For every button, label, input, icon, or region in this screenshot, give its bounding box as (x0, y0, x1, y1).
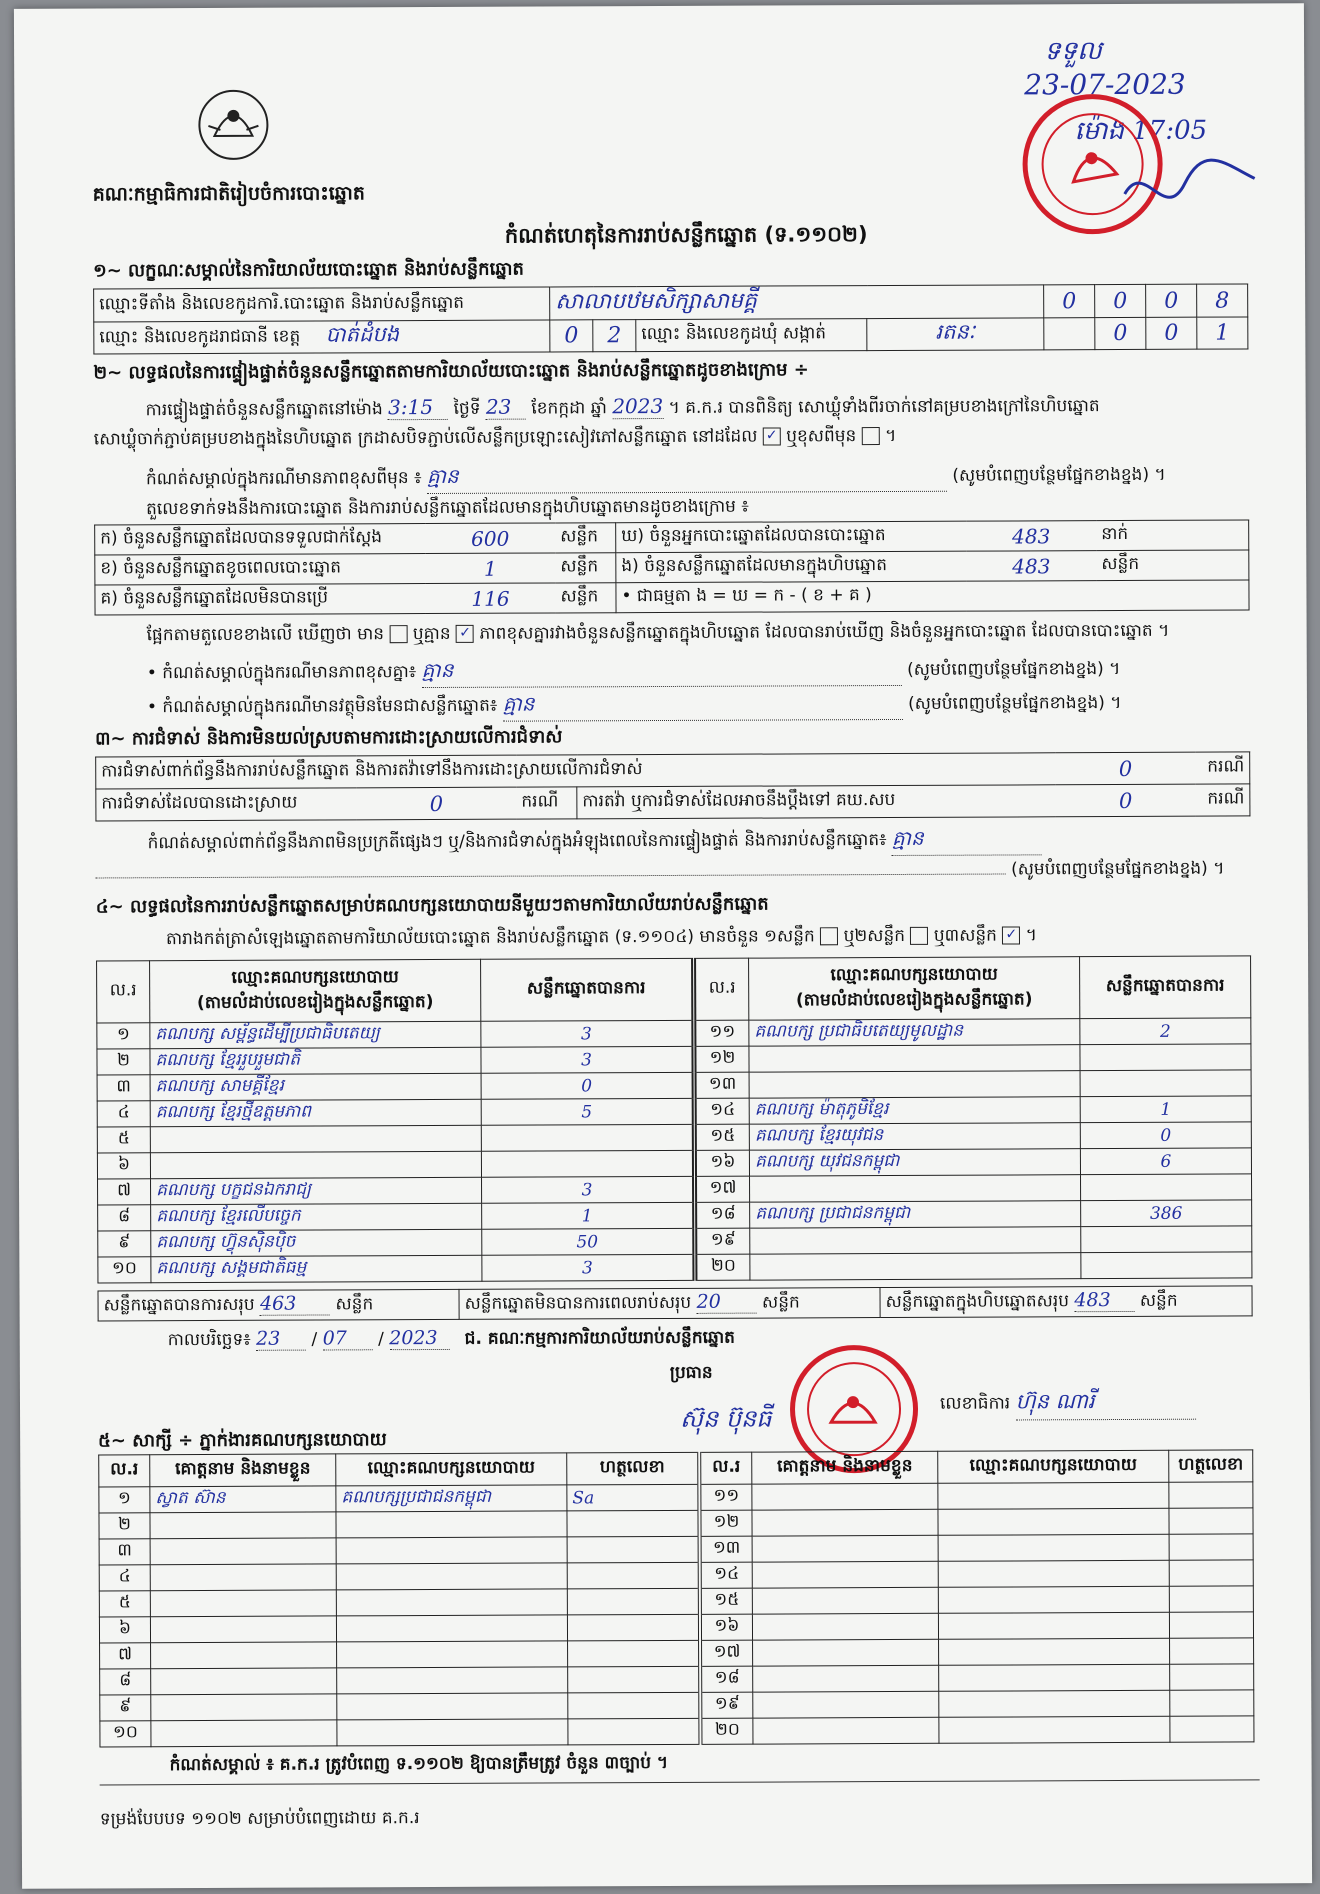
witness-sign-left (567, 1510, 700, 1537)
party-row (98, 1252, 1252, 1283)
count-row-d-unit: នាក់ (1096, 520, 1249, 551)
witness-no-left: ៨ (100, 1669, 151, 1695)
witness-no-right: ១២ (699, 1510, 752, 1536)
party-no-left: ៨ (98, 1205, 151, 1231)
witness-col-no-right: ល.រ (699, 1452, 752, 1484)
form-reference: ទម្រង់បែបបទ ១១០២ សម្រាប់បំពេញដោយ គ.ក.រ (99, 1808, 420, 1830)
section1-heading: ១~ លក្ខណៈសម្គាល់នៃការិយាល័យបោះឆ្នោត និងរាប់សន្លឹកឆ្នោត (93, 258, 524, 282)
totals-table (97, 1285, 1252, 1321)
party-name-right (749, 1071, 1080, 1098)
count-row-d-value: 483 (966, 521, 1096, 552)
party-votes-left: 3 (482, 1254, 695, 1281)
party-name-right: គណបក្ស ប្រជាជនកម្ពុជា (750, 1201, 1081, 1228)
witness-col-no-left: ល.រ (99, 1455, 150, 1487)
foreign-object-note-line: • កំណត់សម្គាល់ក្នុងករណីមានវត្ថុមិនមែនជាសន្លឹកឆ្នោត៖ គ្មាន (សូមបំពេញបន្ថែមផ្នែកខាងខ្នង) ។ (147, 687, 1257, 723)
chair-signature: ស៊ុន ប៊ុនធី (680, 1404, 772, 1433)
witness-name-left (151, 1642, 337, 1669)
witness-party-right (938, 1508, 1169, 1535)
official-signature-top (1115, 153, 1265, 224)
emblem-icon (194, 86, 272, 164)
province-code-2: 2 (593, 320, 636, 352)
objection-r2b-label: ការតវ៉ា ឬការជំទាស់ដែលអាចនឹងប្តឹងទៅ គឃ.សប (577, 785, 1056, 819)
party-votes-right (1080, 1044, 1251, 1071)
party-votes-right: 6 (1080, 1148, 1251, 1175)
objection-r2-label: ការជំទាស់ដែលបានដោះស្រាយ (96, 788, 357, 821)
party-votes-right: 0 (1080, 1122, 1251, 1149)
witness-no-right: ២០ (700, 1718, 753, 1744)
witness-party-right (938, 1560, 1169, 1587)
count-row-a-unit: សន្លឹក (555, 523, 616, 553)
invalid-total: សន្លឹកឆ្នោតមិនបានការពេលរាប់សរុប 20 សន្លឹក (459, 1288, 880, 1320)
count-row-c-unit: សន្លឹក (555, 583, 616, 613)
party-votes-right: 386 (1081, 1200, 1252, 1227)
party-name-left: គណបក្ស សម្ព័ន្ធដើម្បីប្រជាធិបតេយ្យ (150, 1021, 481, 1048)
party-no-left: ១០ (98, 1257, 151, 1283)
witness-name-left (151, 1668, 337, 1695)
station-label: ឈ្មោះទីតាំង និងលេខកូដការិ.បោះឆ្នោត និងរាប់សន្លឹកឆ្នោត (94, 287, 550, 322)
witness-party-right (938, 1482, 1169, 1509)
col-votes-right: សន្លឹកឆ្នោតបានការ (1080, 956, 1251, 1019)
witness-name-right (752, 1561, 938, 1588)
party-name-right (750, 1227, 1081, 1254)
tally-sheet-line: តារាងកត់ត្រាសំឡេងឆ្នោតតាមការិយាល័យបោះឆ្នោត និងរាប់សន្លឹកឆ្នោត (ទ.១១០៤) មានចំនួន ១សន្លឹក ឬ២សន្លឹក ឬ៣សន្លឹក ✓ ។ (165, 925, 1038, 950)
party-no-left: ២ (97, 1049, 150, 1075)
witness-party-right (938, 1534, 1169, 1561)
party-no-right: ១៥ (694, 1124, 749, 1150)
witness-sign-right (1170, 1638, 1254, 1664)
witness-name-left: ស្វាត ស៊ាន (150, 1486, 336, 1513)
has-difference-checkbox[interactable] (389, 625, 407, 643)
difference-note-line: កំណត់សម្គាល់ក្នុងករណីមានភាពខុសពីមុន ៖ គ្មាន (សូមបំពេញបន្ថែមផ្នែកខាងខ្នង) ។ (146, 459, 1256, 495)
witness-no-right: ១៦ (700, 1614, 753, 1640)
party-name-left: គណបក្ស ខ្មែរថ្មីឧត្តមភាព (150, 1099, 481, 1126)
formula-note: • ជាធម្មតា ង = ឃ = ក - ( ខ + គ ) (616, 580, 1249, 613)
witness-name-left (150, 1512, 336, 1539)
col-no-right: ល.រ (694, 958, 749, 1020)
witness-col-sign-left: ហត្ថលេខា (567, 1452, 700, 1485)
count-row-c-label: គ) ចំនួនសន្លឹកឆ្នោតដែលមិនបានប្រើ (95, 584, 426, 615)
witness-no-left: ២ (99, 1513, 150, 1539)
party-no-right: ១២ (694, 1046, 749, 1072)
party-name-left: គណបក្ស ហ៊្វុនស៊ិនប៉ិច (151, 1229, 482, 1256)
witness-no-left: ៥ (99, 1591, 150, 1617)
province-label: ឈ្មោះ និងលេខកូដរាជធានី ខេត្ត បាត់ដំបង (94, 320, 550, 354)
witness-sign-left (567, 1614, 700, 1641)
witness-party-left (336, 1537, 567, 1564)
party-votes-left: 3 (482, 1176, 695, 1203)
party-name-left (150, 1125, 481, 1152)
party-name-left: គណបក្ស ខ្មែររួបរួមជាតិ (150, 1047, 481, 1074)
party-no-right: ១៤ (694, 1098, 749, 1124)
received-time: ម៉ោង 17:05 (1074, 115, 1208, 147)
col-party-left: ឈ្មោះគណបក្សនយោបាយ (តាមលំដាប់លេខរៀងក្នុងសន្លឹកឆ្នោត) (150, 959, 481, 1022)
witness-name-left (151, 1694, 337, 1721)
party-name-right (750, 1175, 1081, 1202)
party-no-right: ១១ (694, 1020, 749, 1046)
count-row-c-value: 116 (425, 583, 555, 614)
witness-sign-left (567, 1536, 700, 1563)
irregularity-note-line-2: (សូមបំពេញបន្ថែមផ្នែកខាងខ្នង) ។ (96, 857, 1256, 887)
irregularity-note-line: កំណត់សម្គាល់ពាក់ព័ន្ធនឹងភាពមិនប្រក្រតីផ្សេងៗ ឬ/និងការជំទាស់ក្នុងអំឡុងពេលនៃការផ្ទៀងផ្ទាត់ និងការរាប់សន្លឹកឆ្នោត៖ គ្មាន (147, 823, 1257, 859)
chair-label: ប្រធាន (669, 1362, 713, 1383)
received-date: 23-07-2023 (1024, 67, 1186, 102)
commune-code-3: 1 (1197, 317, 1248, 349)
witness-party-left (337, 1719, 568, 1746)
party-votes-right: 1 (1080, 1096, 1251, 1123)
col-votes-left: សន្លឹកឆ្នោតបានការ (481, 958, 694, 1021)
witness-no-left: ៩ (100, 1695, 151, 1721)
count-row-e-unit: សន្លឹក (1096, 550, 1249, 581)
objection-r2b-unit: ករណី (1196, 784, 1250, 816)
witness-no-right: ១៣ (700, 1536, 753, 1562)
commune-value: រតនៈ (867, 318, 1044, 351)
party-votes-right (1081, 1252, 1252, 1279)
witness-name-left (150, 1590, 336, 1617)
seal-emblem-icon-bottom (825, 1380, 881, 1436)
party-name-left: គណបក្ស សង្គមជាតិធម្ម (151, 1255, 482, 1282)
party-no-right: ១៣ (694, 1072, 749, 1098)
party-name-right (749, 1045, 1080, 1072)
party-no-left: ៦ (97, 1153, 150, 1179)
witness-sign-right (1169, 1612, 1253, 1638)
witness-col-party-left: ឈ្មោះគណបក្សនយោបាយ (336, 1453, 567, 1486)
party-name-left: គណបក្ស បក្ខជនឯករាជ្យ (151, 1177, 482, 1204)
witness-party-right (938, 1586, 1169, 1613)
witness-name-right (753, 1665, 939, 1692)
witness-no-left: ១ (99, 1487, 150, 1513)
witness-party-left (336, 1589, 567, 1616)
witness-row (100, 1716, 1254, 1747)
witness-sign-left: Sa (567, 1484, 700, 1511)
same-checkbox[interactable]: ✓ (763, 427, 781, 445)
witness-name-left (150, 1564, 336, 1591)
party-name-right: គណបក្ស យុវជនកម្ពុជា (749, 1149, 1080, 1176)
party-votes-left: 3 (481, 1020, 694, 1047)
party-votes-right (1081, 1226, 1252, 1253)
witness-party-left (337, 1693, 568, 1720)
count-table (94, 519, 1249, 615)
witness-party-left (336, 1615, 567, 1642)
witness-no-right: ១៩ (700, 1692, 753, 1718)
witness-name-right (753, 1691, 939, 1718)
witness-no-left: ១០ (100, 1721, 151, 1747)
witness-no-right: ១៤ (700, 1562, 753, 1588)
witness-name-right (752, 1483, 938, 1510)
section5-heading: ៥~ សាក្សី ÷ ភ្នាក់ងារគណបក្សនយោបាយ (98, 1429, 387, 1452)
witness-party-left (336, 1563, 567, 1590)
party-no-left: ៥ (97, 1127, 150, 1153)
party-votes-left (481, 1150, 694, 1177)
objection-r1-value: 0 (1055, 752, 1195, 785)
party-name-left (150, 1151, 481, 1178)
party-no-left: ៩ (98, 1231, 151, 1257)
objection-r2-unit: ករណី (516, 787, 577, 819)
col-party-right: ឈ្មោះគណបក្សនយោបាយ (តាមលំដាប់លេខរៀងក្នុងសន្លឹកឆ្នោត) (749, 957, 1080, 1020)
witness-party-left (337, 1641, 568, 1668)
witness-col-name-right: គោត្តនាម និងនាមខ្លួន (752, 1451, 938, 1484)
party-no-left: ៣ (97, 1075, 150, 1101)
one-sheet-checkbox[interactable] (820, 927, 838, 945)
received-note: ទទួល (1044, 36, 1102, 67)
witness-no-right: ១១ (699, 1484, 752, 1510)
form-title: កំណត់ហេតុនៃការរាប់សន្លឹកឆ្នោត (ទ.១១០២) (504, 222, 868, 248)
station-code-1: 0 (1044, 285, 1095, 318)
witness-col-party-right: ឈ្មោះគណបក្សនយោបាយ (938, 1450, 1169, 1483)
witness-col-sign-right: ហត្ថលេខា (1169, 1450, 1253, 1482)
witness-name-right (752, 1535, 938, 1562)
party-name-right: គណបក្ស ខ្មែរយុវជន (749, 1123, 1080, 1150)
province-code-1: 0 (550, 320, 593, 352)
verification-line-1: ការផ្ទៀងផ្ទាត់ចំនួនសន្លឹកឆ្នោតនៅម៉ោង 3:15 ថ្ងៃទី 23 ខែកក្កដា ឆ្នាំ 2023 ។ គ.ក.រ បានពិនិត្យ សោឃ្លុំទាំងពីរចាក់នៅគម្របខាងក្រៅនៃហិបឆ្នោត (145, 393, 1100, 421)
objection-r1-label: ការជំទាស់ពាក់ព័ន្ធនឹងការរាប់សន្លឹកឆ្នោត និងការតវ៉ាទៅនឹងការដោះស្រាយលើការជំទាស់ (96, 753, 1056, 789)
three-sheet-checkbox[interactable]: ✓ (1002, 926, 1020, 944)
witness-sign-left (568, 1718, 701, 1745)
witness-party-right (939, 1638, 1170, 1665)
witness-party-right (939, 1716, 1170, 1743)
witness-col-name-left: គោត្តនាម និងនាមខ្លួន (150, 1454, 336, 1487)
witness-table (98, 1449, 1254, 1747)
witness-sign-right (1170, 1690, 1254, 1716)
no-difference-checkbox[interactable]: ✓ (456, 625, 474, 643)
witness-sign-left (568, 1692, 701, 1719)
party-votes-left (481, 1124, 694, 1151)
count-row-a-label: ក) ចំនួនសន្លឹកឆ្នោតដែលបានទទួលជាក់ស្តែង (95, 524, 426, 555)
witness-no-right: ១៥ (700, 1588, 753, 1614)
count-row-b-label: ខ) ចំនួនសន្លឹកឆ្នោតខូចពេលបោះឆ្នោត (95, 554, 426, 585)
ballot-box-total: សន្លឹកឆ្នោតក្នុងហិបឆ្នោតសរុប 483 សន្លឹក (880, 1286, 1252, 1318)
diff-note-line: • កំណត់សម្គាល់ក្នុងករណីមានភាពខុសគ្នា៖ គ្មាន (សូមបំពេញបន្ថែមផ្នែកខាងខ្នង) ។ (147, 653, 1257, 689)
witness-party-left (337, 1667, 568, 1694)
party-no-right: ២០ (695, 1254, 750, 1280)
witness-sign-left (567, 1562, 700, 1589)
witness-no-left: ៧ (100, 1643, 151, 1669)
witness-sign-right (1169, 1586, 1253, 1612)
witness-no-left: ៦ (99, 1617, 150, 1643)
station-value: សាលាបឋមសិក្សាសាមគ្គី (550, 285, 1044, 320)
witness-sign-left (568, 1666, 701, 1693)
objection-r1-unit: ករណី (1195, 752, 1249, 784)
witness-name-right (753, 1717, 939, 1744)
party-votes-left: 0 (481, 1072, 694, 1099)
party-name-left: គណបក្ស សាមគ្គីខ្មែរ (150, 1073, 481, 1100)
commune-code-1: 0 (1095, 317, 1146, 349)
station-code-2: 0 (1095, 284, 1146, 317)
witness-sign-left (567, 1588, 700, 1615)
party-name-right (750, 1253, 1081, 1280)
witness-party-left (336, 1511, 567, 1538)
verification-line-2: សោឃ្លុំចាក់ភ្ជាប់គម្របខាងក្នុងនៃហិបឆ្នោត ក្រដាសបិទភ្ជាប់លើសន្លឹកប្រឡោះសៀវភៅសន្លឹកឆ្នោត នៅដដែល ✓ ឬខុសពីមុន ។ (93, 425, 897, 450)
col-no-left: ល.រ (97, 961, 150, 1023)
witness-sign-right (1169, 1560, 1253, 1586)
section4-heading: ៤~ លទ្ធផលនៃការរាប់សន្លឹកឆ្នោតសម្រាប់គណបក្សនយោបាយនីមួយៗតាមការិយាល័យរាប់សន្លឹកឆ្នោត (95, 893, 769, 918)
party-no-left: ១ (97, 1023, 150, 1049)
witness-no-right: ១៨ (700, 1666, 753, 1692)
count-row-b-value: 1 (425, 553, 555, 584)
objection-table (95, 751, 1250, 821)
party-name-left: គណបក្ស ខ្មែរលើបច្ចេក (151, 1203, 482, 1230)
witness-sign-right (1169, 1534, 1253, 1560)
party-no-right: ១៧ (695, 1176, 750, 1202)
party-votes-left: 5 (481, 1098, 694, 1125)
witness-no-right: ១៧ (700, 1640, 753, 1666)
station-table (93, 283, 1248, 354)
difference-check-line: ផ្អែកតាមតួលេខខាងលើ ឃើញថា មាន ឬគ្មាន ✓ ភាពខុសគ្នារវាងចំនួនសន្លឹកឆ្នោតក្នុងហិបឆ្នោត ដែលបានរាប់ឃើញ និងចំនួនអ្នកបោះឆ្នោត ដែលបានបោះឆ្នោត ។ (146, 620, 1170, 646)
witness-party-right (938, 1612, 1169, 1639)
ballot-count-form (14, 3, 1312, 1889)
station-code-4: 8 (1197, 284, 1248, 317)
party-votes-left: 1 (482, 1202, 695, 1229)
commune-label: ឈ្មោះ និងលេខកូដឃុំ សង្កាត់ (636, 319, 867, 352)
party-votes-right (1080, 1070, 1251, 1097)
witness-name-left (150, 1538, 336, 1565)
section2-heading: ២~ លទ្ធផលនៃការផ្ទៀងផ្ទាត់ចំនួនសន្លឹកឆ្នោតតាមការិយាល័យបោះឆ្នោត និងរាប់សន្លឹកឆ្នោតដូចខាងក្រោម ÷ (93, 359, 809, 384)
secretary-line: លេខាធិការ ហ៊ុន ណារី (940, 1388, 1196, 1421)
party-votes-left: 3 (481, 1046, 694, 1073)
objection-r2-value: 0 (356, 787, 516, 820)
different-checkbox[interactable] (862, 427, 880, 445)
witness-name-left (151, 1720, 337, 1747)
count-row-d-label: ឃ) ចំនួនអ្នកបោះឆ្នោតដែលបានបោះឆ្នោត (616, 521, 967, 553)
two-sheet-checkbox[interactable] (910, 927, 928, 945)
commune-code-2: 0 (1146, 317, 1197, 349)
witness-name-left (150, 1616, 336, 1643)
party-name-right: គណបក្ស ប្រជាធិបតេយ្យមូលដ្ឋាន (749, 1019, 1080, 1046)
witness-name-right (752, 1587, 938, 1614)
station-code-3: 0 (1146, 284, 1197, 317)
objection-r2b-value: 0 (1056, 784, 1196, 817)
witness-no-left: ៤ (99, 1565, 150, 1591)
witness-party-left: គណបក្សប្រជាជនកម្ពុជា (336, 1485, 567, 1512)
witness-party-right (939, 1664, 1170, 1691)
party-results-table (96, 955, 1252, 1283)
witness-sign-left (568, 1640, 701, 1667)
table-intro: តួលេខទាក់ទងនឹងការបោះឆ្នោត និងការរាប់សន្លឹកឆ្នោតដែលមានក្នុងហិបឆ្នោតមានដូចខាងក្រោម ៖ (146, 496, 749, 520)
witness-sign-right (1170, 1716, 1254, 1742)
witness-sign-right (1169, 1482, 1253, 1508)
footer-note: កំណត់សម្គាល់ ៖ គ.ក.រ ត្រូវបំពេញ ទ.១១០២ ឱ្យបានត្រឹមត្រូវ ចំនួន ៣ច្បាប់ ។ (169, 1752, 669, 1776)
witness-sign-right (1169, 1508, 1253, 1534)
witness-party-right (939, 1690, 1170, 1717)
count-row-e-label: ង) ចំនួនសន្លឹកឆ្នោតដែលមានក្នុងហិបឆ្នោត (616, 551, 967, 583)
party-no-left: ៤ (97, 1101, 150, 1127)
party-no-right: ១៦ (694, 1150, 749, 1176)
party-no-left: ៧ (98, 1179, 151, 1205)
witness-sign-right (1170, 1664, 1254, 1690)
count-row-a-value: 600 (425, 523, 555, 554)
witness-name-right (752, 1509, 938, 1536)
party-no-right: ១៩ (695, 1228, 750, 1254)
section3-heading: ៣~ ការជំទាស់ និងការមិនយល់ស្របតាមការដោះស្រាយលើការជំទាស់ (95, 726, 563, 750)
party-votes-right: 2 (1080, 1018, 1251, 1045)
valid-total: សន្លឹកឆ្នោតបានការសរុប 463 សន្លឹក (98, 1289, 459, 1321)
party-name-right: គណបក្ស ម៉ាតុភូមិខ្មែរ (749, 1097, 1080, 1124)
witness-no-left: ៣ (99, 1539, 150, 1565)
count-row-b-unit: សន្លឹក (555, 553, 616, 583)
committee-name: គណៈកម្មាធិការជាតិរៀបចំការបោះឆ្នោត (92, 182, 365, 206)
party-votes-right (1081, 1174, 1252, 1201)
party-no-right: ១៨ (695, 1202, 750, 1228)
count-row-e-value: 483 (966, 551, 1096, 582)
witness-name-right (753, 1639, 939, 1666)
signing-date-line: កាលបរិច្ឆេទ៖ 23 / 07 / 2023 ជ. គណៈកម្មការការិយាល័យរាប់សន្លឹកឆ្នោត (167, 1326, 736, 1351)
witness-name-right (752, 1613, 938, 1640)
party-votes-left: 50 (482, 1228, 695, 1255)
